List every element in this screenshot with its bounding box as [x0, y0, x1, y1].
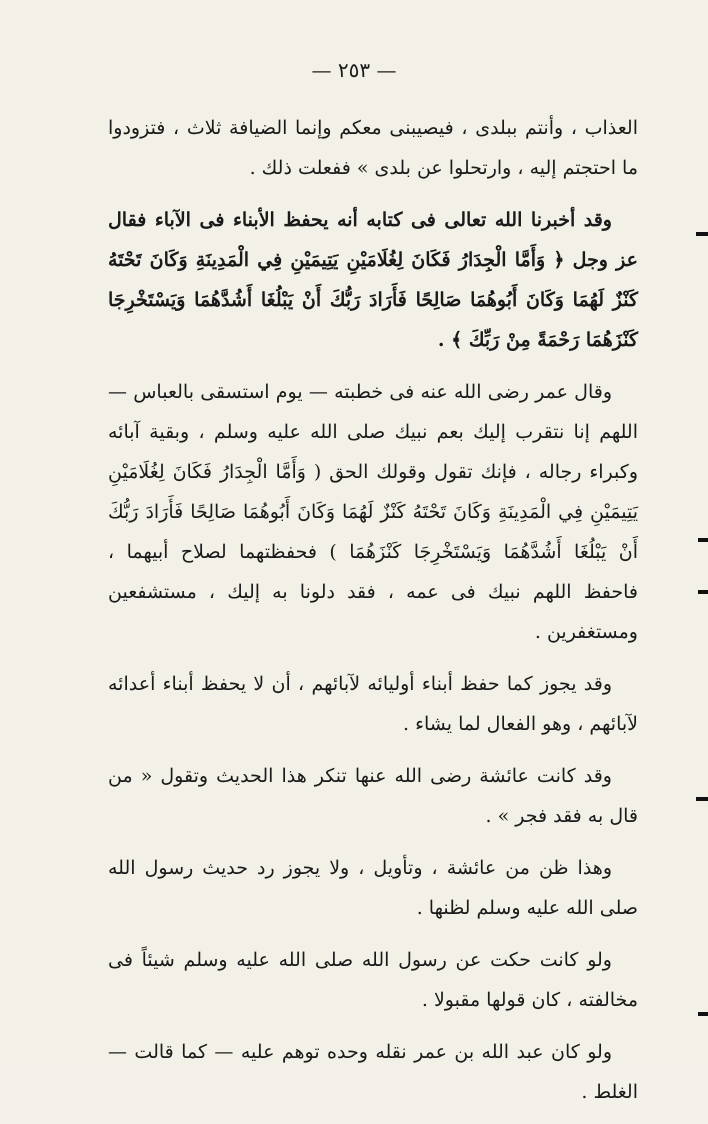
- paragraph-3: وقال عمر رضى الله عنه فى خطبته — يوم استسقى بالعباس — اللهم إنا نتقرب إليك بعم نبيك صلى الله عليه وسلم ، وبقية آبائه وكبراء رجاله ، فإنك تقول وقولك الحق ( وَأَمَّا الْجِدَارُ فَكَانَ لِغُلَامَيْنِ يَتِيمَيْنِ فِي الْمَدِينَةِ وَكَانَ تَحْتَهُ كَنْزٌ لَهُمَا وَكَانَ أَبُوهُمَا صَالِحًا فَأَرَادَ رَبُّكَ أَنْ يَبْلُغَا أَشُدَّهُمَا وَيَسْتَخْرِجَا كَنْزَهُمَا ) فحفظتهما لصلاح أبيهما ، فاحفظ اللهم نبيك فى عمه ، فقد دلونا به إليك ، مستشفعين ومستغفرين .: [108, 381, 638, 643]
- page-body: [108, 108, 638, 1124]
- paragraph-8: ولو كان عبد الله بن عمر نقله وحده توهم عليه — كما قالت — الغلط .: [108, 1041, 638, 1103]
- paragraph-5: وقد كانت عائشة رضى الله عنها تنكر هذا الحديث وتقول « من قال به فقد فجر » .: [108, 765, 638, 827]
- margin-mark: [696, 797, 708, 801]
- margin-mark: [698, 538, 708, 542]
- paragraph-1: العذاب ، وأنتم ببلدى ، فيصيبنى معكم وإنما الضيافة ثلاث ، فتزودوا ما احتجتم إليه ، وارتحلوا عن بلدى » ففعلت ذلك .: [108, 117, 638, 179]
- margin-mark: [696, 232, 708, 236]
- margin-mark: [698, 590, 708, 594]
- paragraph-7: ولو كانت حكت عن رسول الله صلى الله عليه وسلم شيئاً فى مخالفته ، كان قولها مقبولا .: [108, 949, 638, 1011]
- paragraph-6: وهذا ظن من عائشة ، وتأويل ، ولا يجوز رد حديث رسول الله صلى الله عليه وسلم لظنها .: [108, 857, 638, 919]
- paragraph-2: وقد أخبرنا الله تعالى فى كتابه أنه يحفظ الأبناء فى الآباء فقال عز وجل ﴿ وَأَمَّا الْجِدَارُ فَكَانَ لِغُلَامَيْنِ يَتِيمَيْنِ فِي الْمَدِينَةِ وَكَانَ تَحْتَهُ كَنْزٌ لَهُمَا وَكَانَ أَبُوهُمَا صَالِحًا فَأَرَادَ رَبُّكَ أَنْ يَبْلُغَا أَشُدَّهُمَا وَيَسْتَخْرِجَا كَنْزَهُمَا رَحْمَةً مِنْ رَبِّكَ ﴾ .: [108, 209, 638, 351]
- paragraph-4: وقد يجوز كما حفظ أبناء أوليائه لآبائهم ، أن لا يحفظ أبناء أعدائه لآبائهم ، وهو الفعال لما يشاء .: [108, 673, 638, 735]
- page-number: — ٢٥٣ —: [311, 58, 397, 82]
- margin-mark: [698, 1012, 708, 1016]
